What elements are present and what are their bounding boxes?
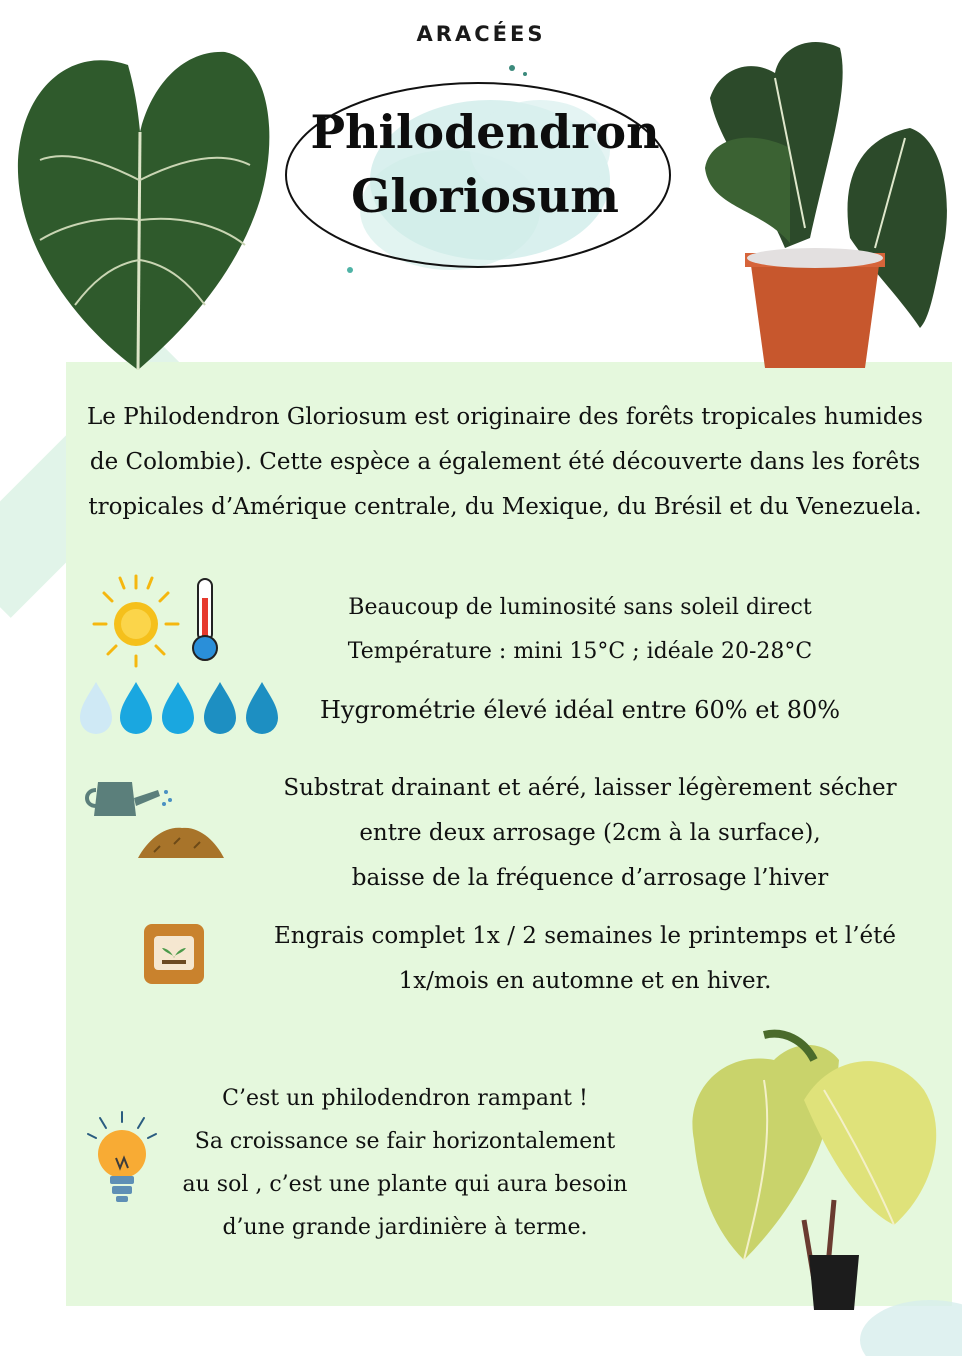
tip-line-2: Sa croissance se fair horizontalement [194, 1129, 616, 1154]
watercolor-corner [840, 1280, 962, 1356]
tip-text [150, 1077, 660, 1249]
soil-icon [134, 822, 228, 862]
fertilizer-bag-icon [140, 918, 208, 988]
tip-line-3: au sol , c’est une plante qui aura besoin [182, 1172, 628, 1197]
intro-paragraph [80, 395, 930, 530]
fertilizer-line-2: 1x/mois en automne et en hiver. [398, 968, 772, 994]
potted-plant-image [690, 28, 952, 378]
title-line-1: Philodendron [310, 105, 660, 159]
watering-line-2: entre deux arrosage (2cm à la surface), [359, 820, 821, 846]
water-drop-icon [80, 682, 112, 734]
fertilizer-text [255, 914, 915, 1004]
fertilizer-line-1: Engrais complet 1x / 2 semaines le printemps et l’été [274, 923, 896, 949]
humidity-text: Hygrométrie élevé idéal entre 60% et 80% [319, 696, 841, 724]
watering-line-3: baisse de la fréquence d’arrosage l’hiver [351, 865, 829, 891]
title-line-2: Gloriosum [351, 169, 619, 223]
water-drop-icon [120, 682, 152, 734]
leaf-image-left [10, 40, 280, 375]
light-temperature-text [300, 586, 860, 674]
light-line: Beaucoup de luminosité sans soleil direct [348, 595, 812, 620]
water-drop-icon [204, 682, 236, 734]
watering-text [250, 766, 930, 901]
intro-line-1: Le Philodendron Gloriosum est originaire des forêts tropicales humides [87, 404, 923, 430]
water-drop-icon [246, 682, 278, 734]
temperature-line: Température : mini 15°C ; idéale 20-28°C [347, 639, 813, 664]
variegated-plant-image [664, 1020, 944, 1310]
water-drops [78, 678, 282, 738]
tip-line-4: d’une grande jardinière à terme. [222, 1215, 588, 1240]
sun-icon [90, 568, 190, 668]
watering-line-1: Substrat drainant et aéré, laisser légèrement sécher [283, 775, 897, 801]
category-label: ARACÉES [416, 22, 546, 46]
intro-line-3: tropicales d’Amérique centrale, du Mexique, du Brésil et du Venezuela. [88, 494, 922, 520]
intro-line-2: de Colombie). Cette espèce a également été découverte dans les forêts [89, 449, 921, 475]
thermometer-icon [188, 576, 222, 662]
water-drop-icon [162, 682, 194, 734]
tip-line-1: C’est un philodendron rampant ! [222, 1086, 588, 1111]
page-title [300, 100, 670, 228]
watering-can-icon [84, 770, 180, 826]
lightbulb-icon [86, 1110, 158, 1210]
